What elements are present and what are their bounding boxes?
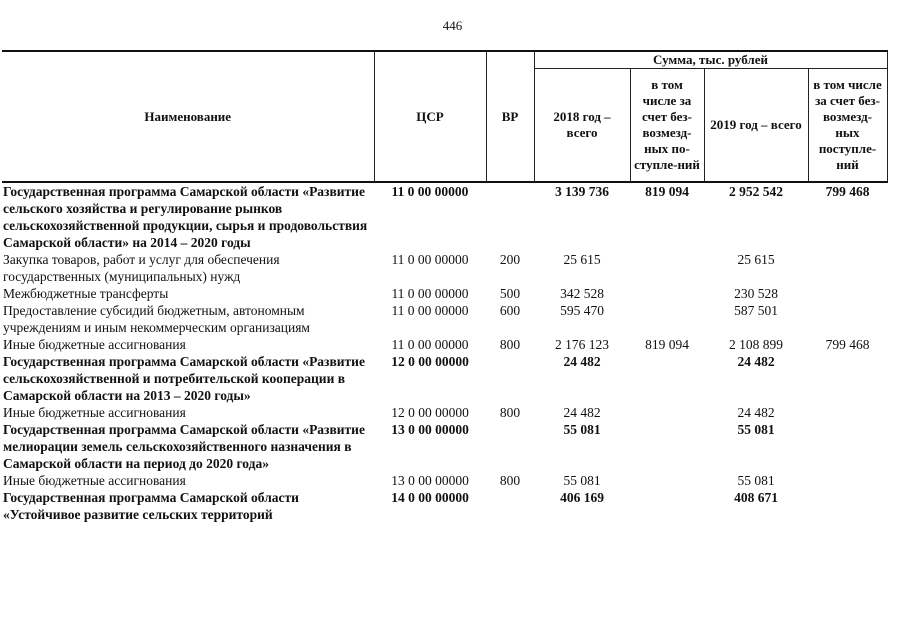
header-sum-group: Сумма, тыс. рублей [534,51,887,69]
header-name: Наименование [2,51,374,182]
row-2019-total: 587 501 [734,303,778,318]
budget-table [2,50,888,523]
row-2019-free [808,404,887,421]
row-2019-free: 799 468 [825,184,870,199]
row-vr [486,353,534,404]
row-csr: 13 0 00 00000 [391,422,469,437]
row-name: Государственная программа Самарской области «Развитие мелиорации земель сельскохозяйственного назначения в Самарской области на период до 2020 года» [3,422,365,471]
row-2019-free: 799 468 [825,337,870,352]
row-2018-free: 819 094 [645,337,689,352]
row-2018-total: 3 139 736 [555,184,609,199]
row-vr: 500 [499,286,521,301]
row-vr: 800 [499,337,521,352]
row-2018-total: 25 615 [563,252,601,267]
header-csr: ЦСР [374,51,486,182]
header-2018-free: в том числе за счет без-возмезд-ных по-ступле-ний [630,69,704,183]
table-row [2,302,887,336]
row-2018-free: 819 094 [645,184,689,199]
row-csr: 11 0 00 00000 [391,184,469,199]
row-2019-total: 25 615 [737,252,775,267]
row-vr: 600 [499,303,521,318]
table-body [2,182,887,523]
row-name: Предоставление субсидий бюджетным, автономным учреждениям и иным некоммерческим организациям [3,303,310,335]
row-csr: 11 0 00 00000 [391,286,469,301]
row-vr: 800 [499,405,521,420]
row-2018-total: 2 176 123 [555,337,609,352]
row-2019-free [808,285,887,302]
table-row [2,404,887,421]
row-2018-total: 24 482 [563,405,601,420]
row-csr: 11 0 00 00000 [391,252,469,267]
row-csr: 12 0 00 00000 [391,405,469,420]
table-row [2,251,887,285]
row-vr: 200 [499,252,521,267]
row-vr [486,489,534,523]
row-2019-total: 55 081 [737,473,775,488]
row-2019-total: 24 482 [737,354,775,369]
table-row [2,489,887,523]
row-csr: 11 0 00 00000 [391,337,469,352]
header-2019-free: в том числе за счет без-возмезд-ных поступле-ний [808,69,887,183]
row-vr [486,421,534,472]
row-2019-free [808,251,887,285]
row-name: Государственная программа Самарской области «Развитие сельского хозяйства и регулирование рынков сельскохозяйственной продукции, сырья и продовольствия Самарской области» на 2014 – 2020 годы [3,184,368,250]
header-vr: ВР [486,51,534,182]
row-2019-total: 2 952 542 [729,184,783,199]
table-row [2,285,887,302]
row-2018-free [630,251,704,285]
row-2019-total: 2 108 899 [729,337,783,352]
row-2018-free [630,353,704,404]
row-2018-total: 55 081 [563,422,601,437]
row-2019-total: 24 482 [737,405,775,420]
page-number: 446 [442,18,463,33]
row-name: Иные бюджетные ассигнования [3,337,186,352]
row-2018-free [630,404,704,421]
row-csr: 13 0 00 00000 [391,473,469,488]
row-name: Закупка товаров, работ и услуг для обеспечения государственных (муниципальных) нужд [3,252,280,284]
row-2019-total: 408 671 [734,490,778,505]
row-2018-free [630,302,704,336]
row-name: Иные бюджетные ассигнования [3,473,186,488]
row-vr: 800 [499,473,521,488]
row-2018-total: 595 470 [560,303,604,318]
row-csr: 11 0 00 00000 [391,303,469,318]
row-2019-total: 55 081 [737,422,775,437]
row-2018-free [630,285,704,302]
row-2019-free [808,489,887,523]
row-name: Иные бюджетные ассигнования [3,405,186,420]
row-2019-free [808,472,887,489]
row-2018-total: 24 482 [563,354,601,369]
row-2018-free [630,472,704,489]
row-csr: 14 0 00 00000 [391,490,469,505]
header-2019-total: 2019 год – всего [704,69,808,183]
table-row [2,336,887,353]
row-csr: 12 0 00 00000 [391,354,469,369]
table-row [2,421,887,472]
row-2019-free [808,421,887,472]
row-2018-free [630,421,704,472]
row-name: Межбюджетные трансферты [3,286,169,301]
row-name: Государственная программа Самарской области «Развитие сельскохозяйственной и потребительской кооперации в Самарской области на 2013 – 2020 годы» [3,354,365,403]
row-2018-total: 342 528 [560,286,604,301]
row-2018-total: 406 169 [560,490,604,505]
row-2019-free [808,353,887,404]
row-2018-total: 55 081 [563,473,601,488]
row-2018-free [630,489,704,523]
header-2018-total: 2018 год – всего [534,69,630,183]
row-2019-total: 230 528 [734,286,778,301]
table-row [2,472,887,489]
row-2019-free [808,302,887,336]
row-name: Государственная программа Самарской области «Устойчивое развитие сельских территорий [3,490,299,522]
table-row [2,353,887,404]
row-vr [486,182,534,251]
table-row [2,182,887,251]
